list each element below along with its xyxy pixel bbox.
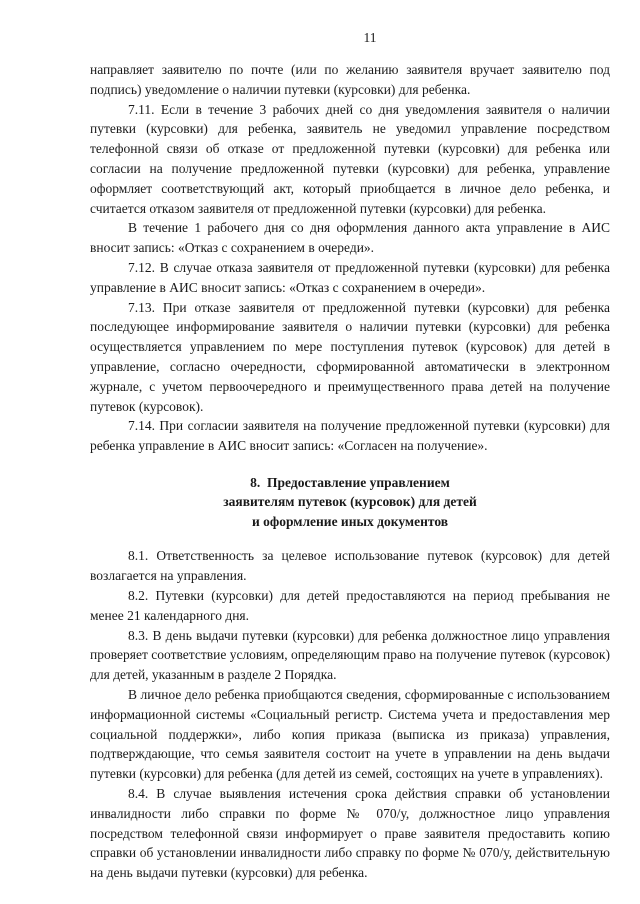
page-number: 11 — [363, 30, 377, 45]
section-heading — [90, 473, 610, 532]
document-body — [90, 60, 610, 883]
paragraph-8-3-b: В личное дело ребенка приобщаются сведения, сформированные с использованием информационной системы «Социальный регистр. Система учета и предоставления мер социальной поддержки», либо копия приказа (выписка из приказа) управления, подтверждающие, что семья заявителя состоит на учете в управлении на день выдачи путевки (курсовки) для ребенка (для детей из семей, состоящих на учете в управлениях). — [90, 687, 610, 782]
paragraph-8-4: 8.4. В случае выявления истечения срока действия справки об установлении инвалидности либо справки по форме № 070/у, должностное лицо управления посредством телефонной связи информирует о праве заявителя предоставить копию справки об установлении инвалидности либо справку по форме № 070/у, действительную на день выдачи путевки (курсовки) для ребенка. — [90, 786, 610, 881]
paragraph-7-12: 7.12. В случае отказа заявителя от предложенной путевки (курсовки) для ребенка управление в АИС вносит запись: «Отказ с сохранением в очереди». — [90, 259, 610, 295]
section-heading-line-1: 8. Предоставление управлением — [250, 474, 450, 490]
paragraph-8-3: 8.3. В день выдачи путевки (курсовки) для ребенка должностное лицо управления проверяет соответствие условиям, определяющим право на получение путевок (курсовок) для детей, указанным в разделе 2 Порядка. — [90, 627, 610, 683]
paragraph-7-13: 7.13. При отказе заявителя от предложенной путевки (курсовки) для ребенка последующее информирование заявителя о наличии путевки (курсовки) для ребенка осуществляется управлением по мере поступления путевок (курсовок) для детей в управление, согласно очередности, сформированной автоматически в электронном журнале, с учетом первоочередного и преимущественного права детей на получение путевок (курсовок). — [90, 299, 610, 414]
paragraph-7-11: 7.11. Если в течение 3 рабочих дней со дня уведомления заявителя о наличии путевки (курсовки) для ребенка, заявитель не уведомил управление посредством телефонной связи об отказе от предложенной путевки (курсовки) для ребенка или согласии на получение предложенной путевки (курсовки) для ребенка, управление оформляет соответствующий акт, который приобщается в личное дело ребенка, и считается отказом заявителя от предложенной путевки (курсовки) для ребенка. — [90, 101, 610, 216]
paragraph-7-14: 7.14. При согласии заявителя на получение предложенной путевки (курсовки) для ребенка управление в АИС вносит запись: «Согласен на получение». — [90, 418, 610, 454]
paragraph-8-2: 8.2. Путевки (курсовки) для детей предоставляются на период пребывания не менее 21 календарного дня. — [90, 588, 610, 623]
section-heading-line-3: и оформление иных документов — [251, 513, 449, 529]
paragraph-cont: направляет заявителю по почте (или по желанию заявителя вручает заявителю под подпись) уведомление о наличии путевки (курсовки) для ребенка. — [90, 62, 610, 97]
paragraph-7-11-b: В течение 1 рабочего дня со дня оформления данного акта управление в АИС вносит запись: «Отказ с сохранением в очереди». — [90, 220, 610, 256]
paragraphs-before-heading — [90, 60, 610, 456]
paragraphs-after-heading — [90, 546, 610, 883]
paragraph-8-1: 8.1. Ответственность за целевое использование путевок (курсовок) для детей возлагается на управления. — [90, 548, 610, 584]
section-heading-line-2: заявителям путевок (курсовок) для детей — [223, 494, 477, 510]
